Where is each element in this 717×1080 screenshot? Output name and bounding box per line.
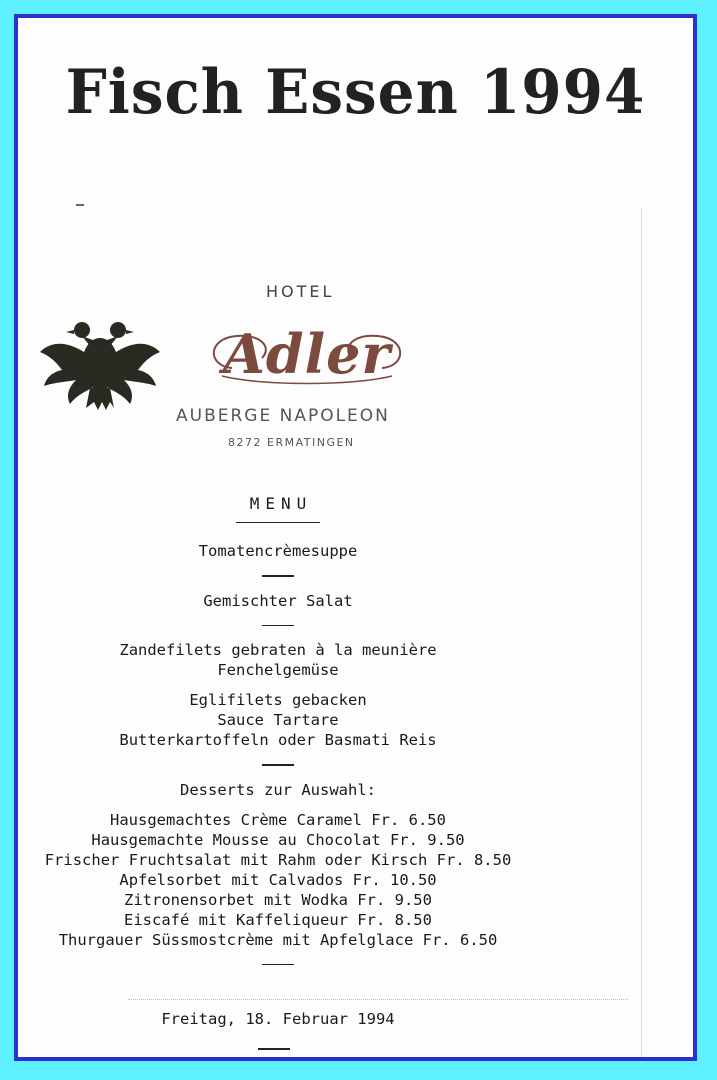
- dessert-item: Hausgemachtes Crème Caramel Fr. 6.50: [110, 810, 446, 829]
- course-salad: Gemischter Salat: [203, 591, 353, 610]
- menu-heading: MENU: [236, 494, 321, 523]
- desserts-heading: Desserts zur Auswahl:: [180, 780, 376, 799]
- hotel-name: Adler: [223, 322, 391, 386]
- course-zander-side: Fenchelgemüse: [217, 661, 339, 679]
- dessert-item: Hausgemachte Mousse au Chocolat Fr. 9.50: [91, 830, 465, 849]
- course-egli-side: Butterkartoffeln oder Basmati Reis: [119, 731, 437, 749]
- hotel-address: 8272 ERMATINGEN: [228, 436, 355, 449]
- dessert-item: Zitronensorbet mit Wodka Fr. 9.50: [124, 890, 432, 909]
- course-egli: Eglifilets gebacken: [189, 691, 367, 709]
- separator: [262, 625, 294, 627]
- separator: [262, 964, 294, 966]
- hotel-label: HOTEL: [266, 282, 335, 301]
- hotel-subtitle: AUBERGE NAPOLEON: [176, 406, 390, 426]
- course-egli-sauce: Sauce Tartare: [217, 711, 339, 729]
- separator: [258, 1048, 290, 1050]
- double-eagle-icon: [38, 312, 162, 412]
- page-edge-line: [641, 208, 642, 1061]
- menu-date: Freitag, 18. Februar 1994: [161, 1010, 395, 1028]
- menu-list: [18, 494, 538, 979]
- hotel-logo: [202, 318, 412, 398]
- separator: [262, 764, 294, 766]
- course-soup: Tomatencrèmesuppe: [198, 542, 358, 560]
- dessert-item: Apfelsorbet mit Calvados Fr. 10.50: [119, 870, 437, 889]
- mark: [76, 204, 84, 206]
- dessert-item: Frischer Fruchtsalat mit Rahm oder Kirsch Fr. 8.50: [44, 850, 512, 869]
- dessert-item: Eiscafé mit Kaffeliqueur Fr. 8.50: [124, 910, 432, 929]
- page-title: Fisch Essen 1994: [65, 56, 646, 128]
- menu-card: [14, 14, 697, 1061]
- separator: [262, 575, 294, 577]
- dessert-item: Thurgauer Süssmostcrème mit Apfelglace Fr. 6.50: [58, 930, 498, 949]
- course-zander: Zandefilets gebraten à la meunière: [119, 641, 437, 659]
- divider: [128, 999, 628, 1001]
